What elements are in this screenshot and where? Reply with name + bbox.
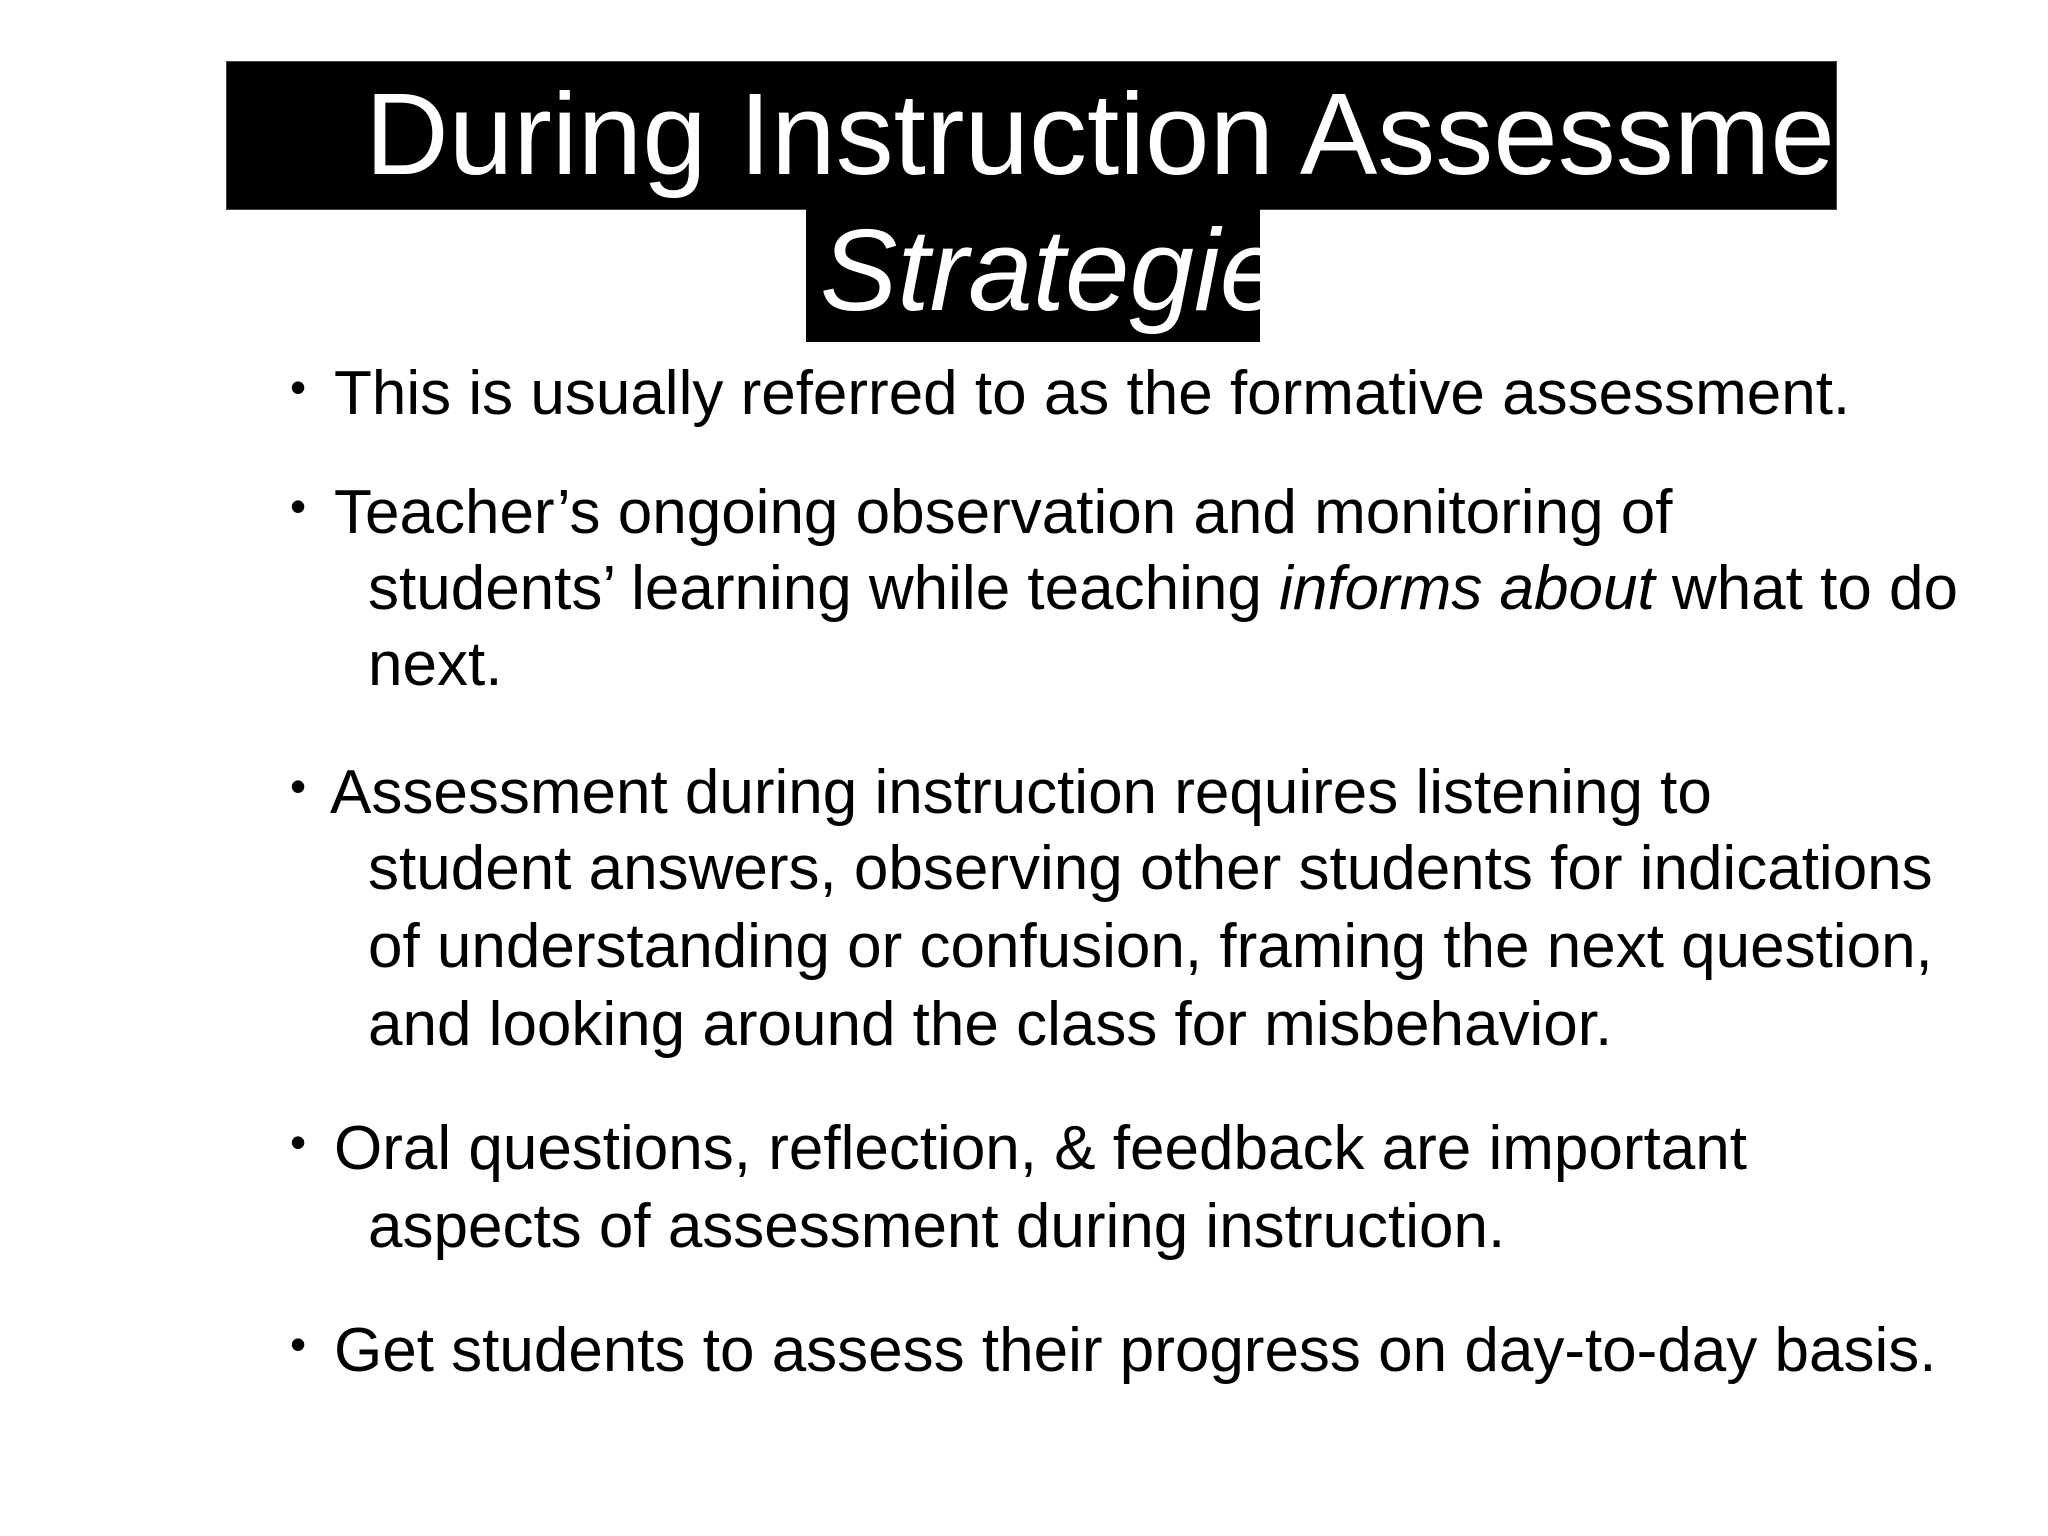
slide-title: During Instruction Assessment bbox=[365, 69, 1932, 199]
bullet-text-continued: student answers, observing other students for indications bbox=[368, 834, 1933, 903]
bullet-dot: • bbox=[290, 1318, 307, 1370]
bullet-text-continued: of understanding or confusion, framing the next question, bbox=[368, 912, 1933, 981]
bullet-dot: • bbox=[290, 760, 307, 812]
bullet-dot: • bbox=[290, 361, 307, 413]
bullet-text-segment: what to do bbox=[1654, 554, 1959, 623]
bullet-text: Assessment during instruction requires listening to bbox=[330, 758, 1712, 827]
bullet-text: This is usually referred to as the formative assessment. bbox=[334, 359, 1851, 428]
bullet-text-segment: students’ learning while teaching bbox=[368, 554, 1280, 623]
bullet-text-continued: next. bbox=[368, 630, 503, 699]
bullet-dot: • bbox=[290, 1116, 307, 1168]
slide-subtitle: Strategies bbox=[820, 205, 1343, 335]
bullet-text-continued bbox=[368, 550, 1958, 628]
bullet-text-italic: informs about bbox=[1279, 554, 1655, 623]
bullet-text: Get students to assess their progress on day-to-day basis. bbox=[334, 1316, 1937, 1385]
bullet-dot: • bbox=[290, 480, 307, 532]
bullet-text: Oral questions, reflection, & feedback are important bbox=[334, 1114, 1747, 1183]
bullet-text-continued: and looking around the class for misbehavior. bbox=[368, 990, 1613, 1059]
bullet-text: Teacher’s ongoing observation and monitoring of bbox=[334, 478, 1673, 547]
bullet-text-continued: aspects of assessment during instruction. bbox=[368, 1192, 1506, 1261]
